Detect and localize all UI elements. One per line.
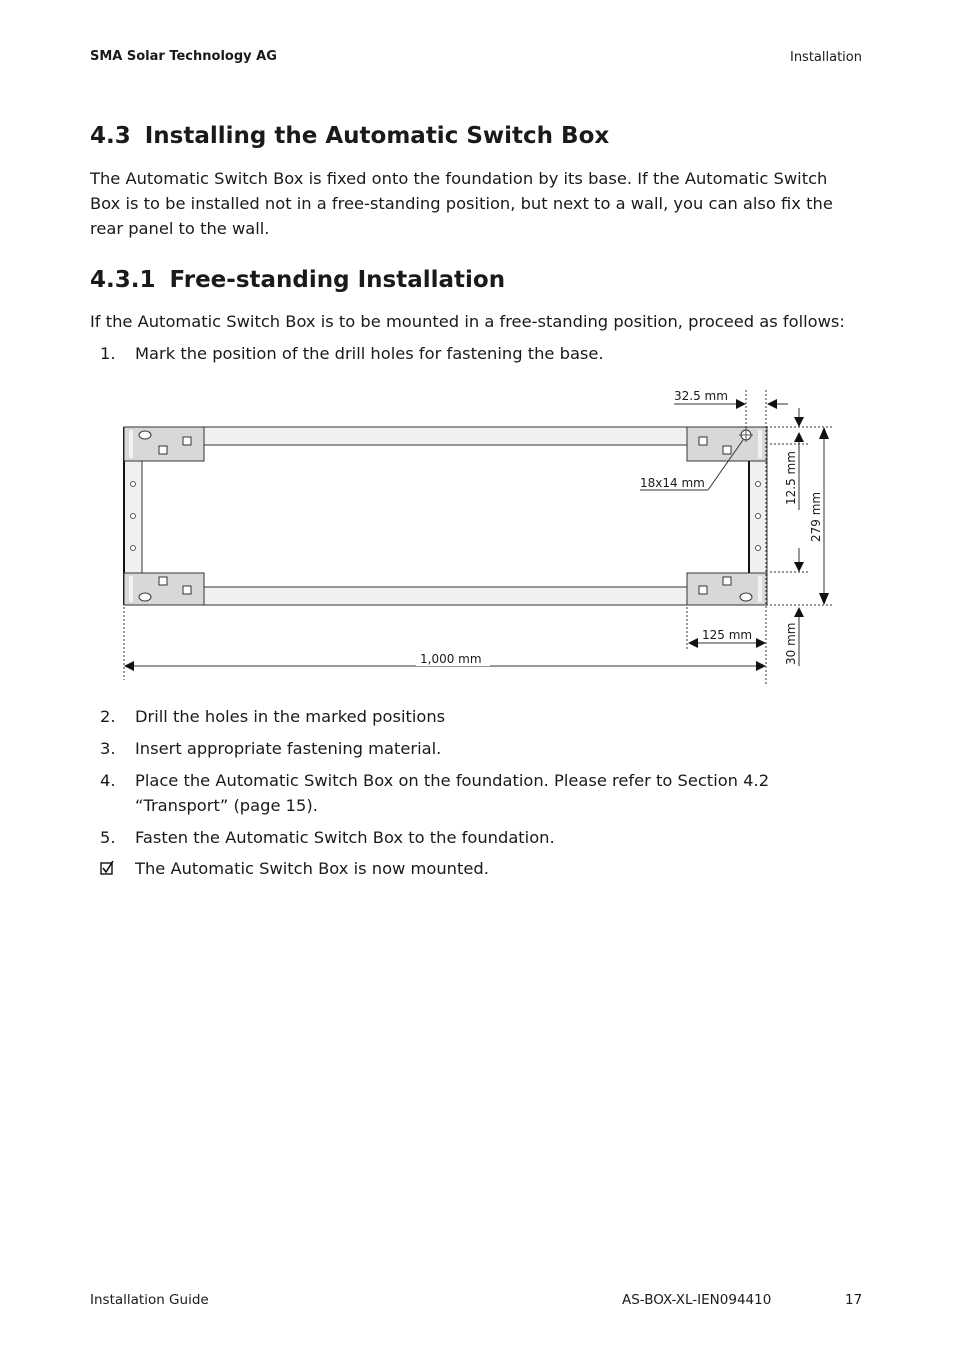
subsection-title (90, 267, 505, 293)
step-number: 2. (100, 707, 116, 726)
section-number: 4.3 (90, 123, 131, 149)
checkbox-checked-icon (100, 861, 114, 875)
rail-top (204, 427, 687, 445)
section-title (90, 123, 609, 149)
step-number: 3. (100, 739, 116, 758)
corner-plate-bottom-left (124, 573, 204, 605)
footer-guide: Installation Guide (90, 1292, 209, 1308)
subsection-title-text: Free-standing Installation (169, 267, 506, 293)
dimension-vertical-right (766, 408, 833, 666)
dim-label: 12.5 mm (784, 451, 798, 505)
section-intro: The Automatic Switch Box is fixed onto the foundation by its base. If the Automatic Switch Box is to be installed not in a free-standing position, but next to a wall, you can also fix the rear panel to the wall. (90, 169, 833, 238)
dim-label: 18x14 mm (640, 476, 705, 490)
corner-plate-top-right (687, 427, 767, 461)
dim-label: 30 mm (784, 622, 798, 665)
step-number: 1. (100, 344, 116, 363)
footer-doc-id: AS-BOX-XL-IEN094410 (622, 1292, 772, 1308)
step-text: Fasten the Automatic Switch Box to the foundation. (135, 828, 555, 847)
section-title-text: Installing the Automatic Switch Box (144, 123, 610, 149)
step-text: Mark the position of the drill holes for fastening the base. (135, 344, 604, 363)
footer-page-number: 17 (845, 1292, 863, 1308)
subsection-intro: If the Automatic Switch Box is to be mounted in a free-standing position, proceed as follows: (90, 312, 845, 331)
base-drilling-diagram (0, 380, 954, 690)
step-number: 5. (100, 828, 116, 847)
dim-label: 32.5 mm (674, 389, 728, 403)
step-text: Insert appropriate fastening material. (135, 739, 442, 758)
dimension-125mm (687, 607, 766, 650)
step-text: Place the Automatic Switch Box on the foundation. Please refer to Section 4.2 “Transport” (page 15). (135, 771, 770, 815)
result-text: The Automatic Switch Box is now mounted. (135, 859, 489, 878)
dim-label: 279 mm (809, 491, 823, 542)
header-section: Installation (789, 50, 862, 65)
subsection-number: 4.3.1 (90, 267, 156, 293)
header-company: SMA Solar Technology AG (90, 49, 277, 64)
dim-label: 125 mm (702, 628, 753, 642)
step-text: Drill the holes in the marked positions (135, 707, 446, 726)
dimension-1000mm (124, 607, 766, 680)
dim-label: 1,000 mm (420, 652, 482, 666)
step-number: 4. (100, 771, 116, 790)
corner-plate-top-left (124, 427, 204, 461)
base-frame-outer (124, 427, 767, 605)
corner-plate-bottom-right (687, 573, 767, 605)
rail-bottom (204, 587, 687, 605)
